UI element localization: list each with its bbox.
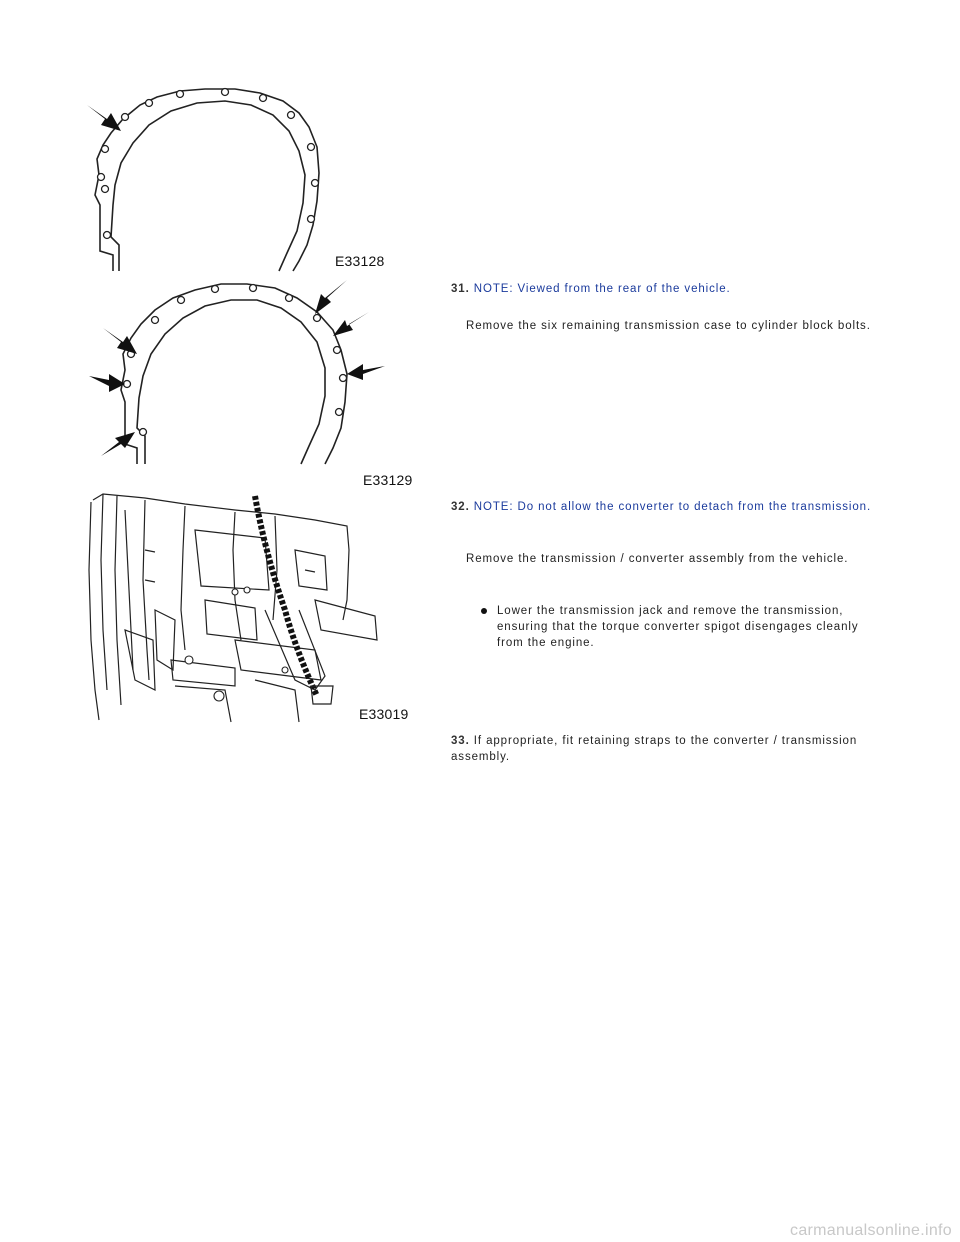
figure-code: E33129 <box>363 472 413 488</box>
step-number: 32. <box>451 501 470 513</box>
bell-housing-illustration <box>85 85 395 275</box>
step-31-note <box>451 281 891 297</box>
transmission-on-jack-illustration <box>85 490 405 725</box>
bullet-text: Lower the transmission jack and remove the transmission, ensuring that the torque converter spigot disengages cleanly from the engine. <box>497 605 859 649</box>
step-31-text: Remove the six remaining transmission case to cylinder block bolts. <box>466 320 871 332</box>
step-33 <box>451 733 891 765</box>
figure-code: E33019 <box>359 706 409 722</box>
step-number: 33. <box>451 735 470 747</box>
step-32-text: Remove the transmission / converter assembly from the vehicle. <box>466 553 849 565</box>
figure-e33129 <box>85 278 413 488</box>
step-32-note <box>451 499 891 515</box>
step-note: NOTE: Viewed from the rear of the vehicle. <box>473 283 731 295</box>
watermark: carmanualsonline.info <box>790 1222 952 1239</box>
step-note: NOTE: Do not allow the converter to detach from the transmission. <box>473 501 872 513</box>
figure-e33019 <box>85 490 409 725</box>
bell-housing-illustration <box>85 278 385 468</box>
figure-e33128 <box>85 85 395 275</box>
step-number: 31. <box>451 283 470 295</box>
step-32-bullet <box>481 603 881 651</box>
figure-code: E33128 <box>335 253 385 269</box>
bullet-icon <box>481 608 487 614</box>
step-text: If appropriate, fit retaining straps to the converter / transmission assembly. <box>451 735 858 763</box>
